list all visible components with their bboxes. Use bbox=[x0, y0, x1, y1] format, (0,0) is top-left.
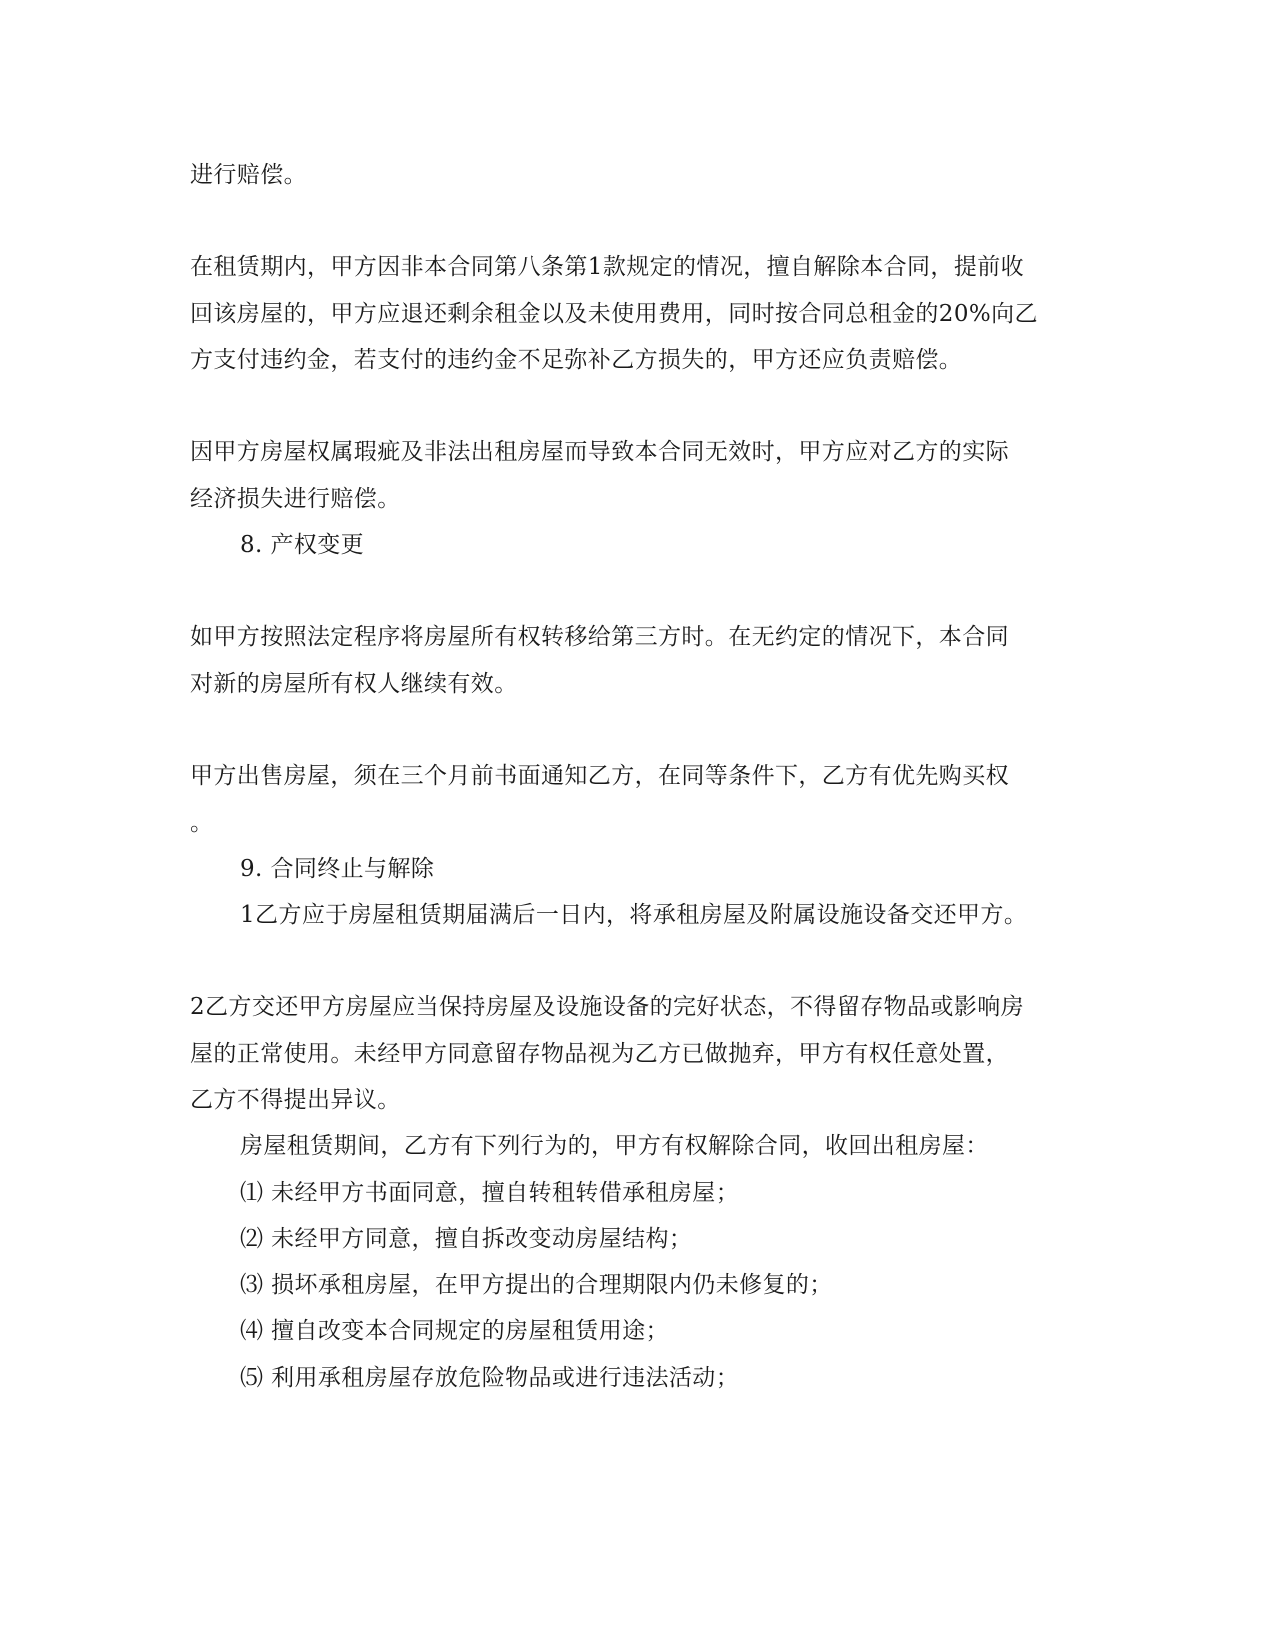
paragraph-line: 甲方出售房屋，须在三个月前书面通知乙方，在同等条件下，乙方有优先购买权 bbox=[190, 763, 1009, 789]
list-item: ⑶ 损坏承租房屋，在甲方提出的合理期限内仍未修复的； bbox=[240, 1272, 833, 1298]
paragraph-line: 经济损失进行赔偿。 bbox=[190, 486, 401, 512]
paragraph-line: 如甲方按照法定程序将房屋所有权转移给第三方时。在无约定的情况下，本合同 bbox=[190, 624, 1009, 650]
list-item: ⑴ 未经甲方书面同意，擅自转租转借承租房屋； bbox=[240, 1180, 740, 1206]
section-heading-8: 8. 产权变更 bbox=[240, 532, 365, 558]
paragraph-line: 屋的正常使用。未经甲方同意留存物品视为乙方已做抛弃，甲方有权任意处置， bbox=[190, 1041, 1009, 1067]
paragraph-line: 进行赔偿。 bbox=[190, 162, 307, 188]
paragraph-line: 乙方不得提出异议。 bbox=[190, 1087, 401, 1113]
list-item: ⑸ 利用承租房屋存放危险物品或进行违法活动； bbox=[240, 1365, 740, 1391]
list-item: ⑷ 擅自改变本合同规定的房屋租赁用途； bbox=[240, 1318, 669, 1344]
paragraph-line: 在租赁期内，甲方因非本合同第八条第1款规定的情况，擅自解除本合同，提前收 bbox=[190, 254, 1025, 280]
list-item: ⑵ 未经甲方同意，擅自拆改变动房屋结构； bbox=[240, 1226, 693, 1252]
paragraph-line: 方支付违约金，若支付的违约金不足弥补乙方损失的，甲方还应负责赔偿。 bbox=[190, 347, 963, 373]
paragraph-line: 对新的房屋所有权人继续有效。 bbox=[190, 671, 518, 697]
section-heading-9: 9. 合同终止与解除 bbox=[240, 856, 435, 882]
paragraph-line: 回该房屋的，甲方应退还剩余租金以及未使用费用，同时按合同总租金的20%向乙 bbox=[190, 301, 1038, 327]
clause-line: 房屋租赁期间，乙方有下列行为的，甲方有权解除合同，收回出租房屋： bbox=[240, 1133, 989, 1159]
paragraph-line: 。 bbox=[190, 810, 214, 836]
paragraph-line: 2乙方交还甲方房屋应当保持房屋及设施设备的完好状态，不得留存物品或影响房 bbox=[190, 994, 1025, 1020]
paragraph-line: 因甲方房屋权属瑕疵及非法出租房屋而导致本合同无效时，甲方应对乙方的实际 bbox=[190, 439, 1009, 465]
clause-line: 1乙方应于房屋租赁期届满后一日内，将承租房屋及附属设施设备交还甲方。 bbox=[240, 902, 1028, 928]
